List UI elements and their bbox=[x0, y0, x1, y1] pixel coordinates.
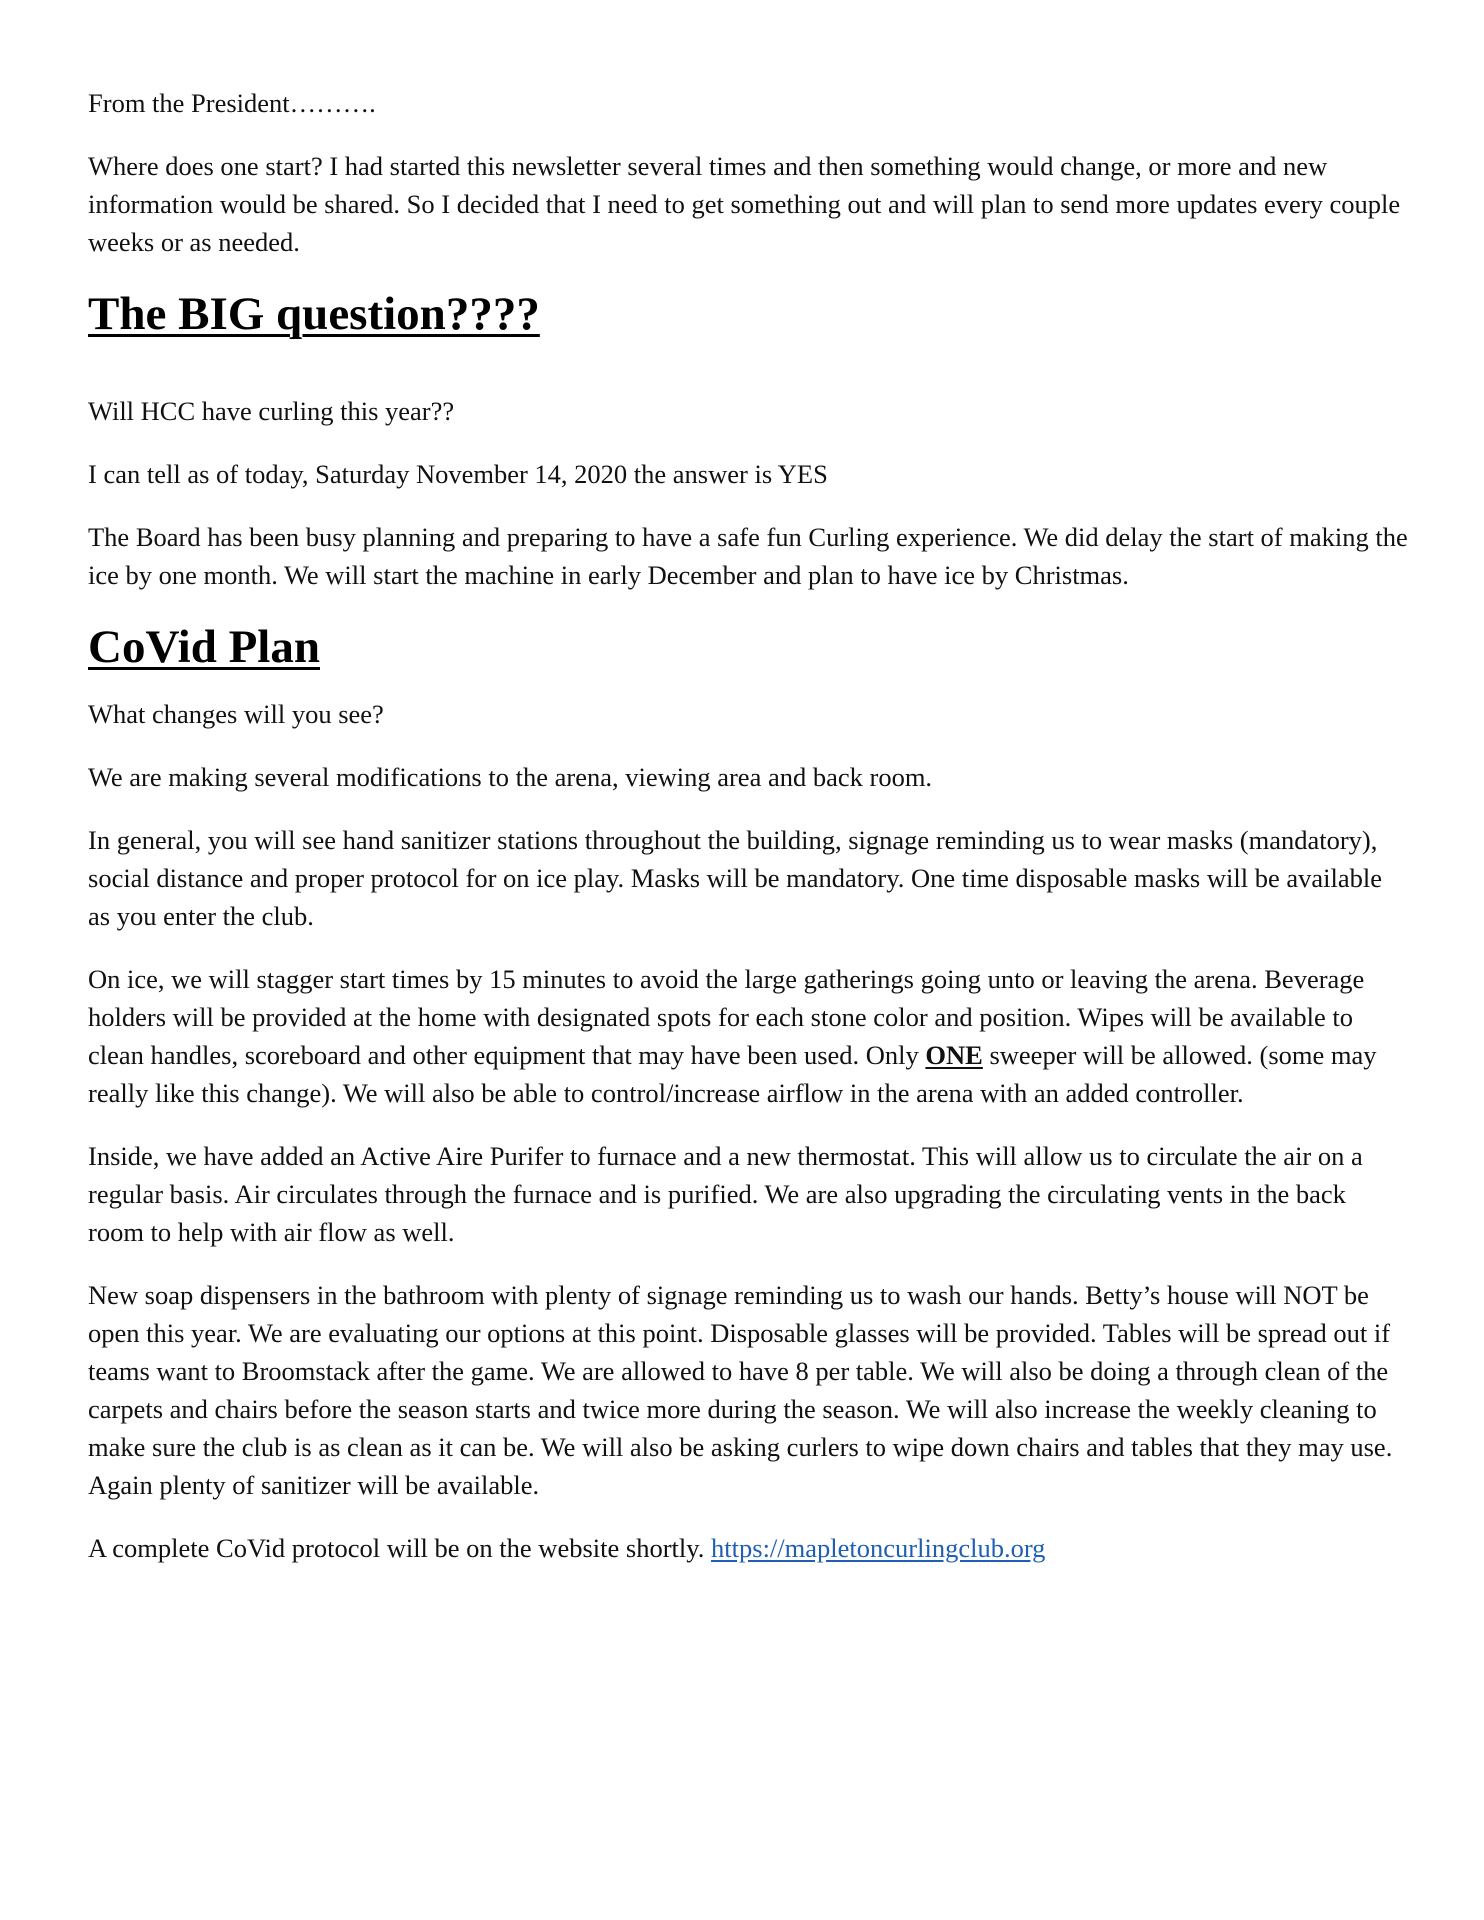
one-sweeper-emphasis: ONE bbox=[925, 1040, 983, 1070]
from-the-president-heading: From the President………. bbox=[88, 88, 376, 118]
on-ice-text-before: On ice, we will stagger start times by 15 minutes to avoid the large gatherings going unto or leaving the arena. Beverage holders will be provided at the home with designated spots for each stone color and position. Wipes will be available to clean handles, scoreboard and other equipment that may have been used. Only bbox=[88, 964, 1365, 1070]
board-planning-paragraph: The Board has been busy planning and preparing to have a safe fun Curling experience. We did delay the start of making the ice by one month. We will start the machine in early December and plan to have ice by Christmas. bbox=[88, 522, 1408, 590]
soap-dispensers-paragraph: New soap dispensers in the bathroom with plenty of signage reminding us to wash our hands. Betty’s house will NOT be open this year. We are evaluating our options at this point. Disposable glasses will be provided. Tables will be spread out if teams want to Broomstack after the game. We are allowed to have 8 per table. We will also be doing a through clean of the carpets and chairs before the season starts and twice more during the season. We will also increase the weekly cleaning to make sure the club is as clean as it can be. We will also be asking curlers to wipe down chairs and tables that they may use. Again plenty of sanitizer will be available. bbox=[88, 1280, 1393, 1500]
protocol-paragraph bbox=[88, 1529, 1408, 1567]
covid-plan-heading: CoVid Plan bbox=[88, 621, 320, 673]
general-paragraph: In general, you will see hand sanitizer stations throughout the building, signage reminding us to wear masks (mandatory), social distance and proper protocol for on ice play. Masks will be mandatory. One time disposable masks will be available as you enter the club. bbox=[88, 825, 1382, 931]
inside-paragraph: Inside, we have added an Active Aire Purifer to furnace and a new thermostat. This will allow us to circulate the air on a regular basis. Air circulates through the furnace and is purified. We are also upgrading the circulating vents in the back room to help with air flow as well. bbox=[88, 1141, 1363, 1247]
protocol-text: A complete CoVid protocol will be on the website shortly. bbox=[88, 1533, 712, 1563]
changes-question: What changes will you see? bbox=[88, 699, 384, 729]
on-ice-text-after: sweeper will be allowed. (some may really like this change). We will also be able to control/increase airflow in the arena with an added controller. bbox=[88, 1040, 1377, 1108]
modifications-paragraph: We are making several modifications to the arena, viewing area and back room. bbox=[88, 762, 933, 792]
curling-question: Will HCC have curling this year?? bbox=[88, 396, 455, 426]
big-question-heading: The BIG question???? bbox=[88, 288, 540, 340]
curling-answer: I can tell as of today, Saturday November 14, 2020 the answer is YES bbox=[88, 459, 828, 489]
intro-paragraph: Where does one start? I had started this newsletter several times and then something would change, or more and new information would be shared. So I decided that I need to get something out and will plan to send more updates every couple weeks or as needed. bbox=[88, 151, 1401, 257]
on-ice-paragraph bbox=[88, 960, 1408, 1112]
website-link[interactable]: https://mapletoncurlingclub.org bbox=[711, 1533, 1046, 1563]
newsletter-page bbox=[88, 84, 1408, 1592]
